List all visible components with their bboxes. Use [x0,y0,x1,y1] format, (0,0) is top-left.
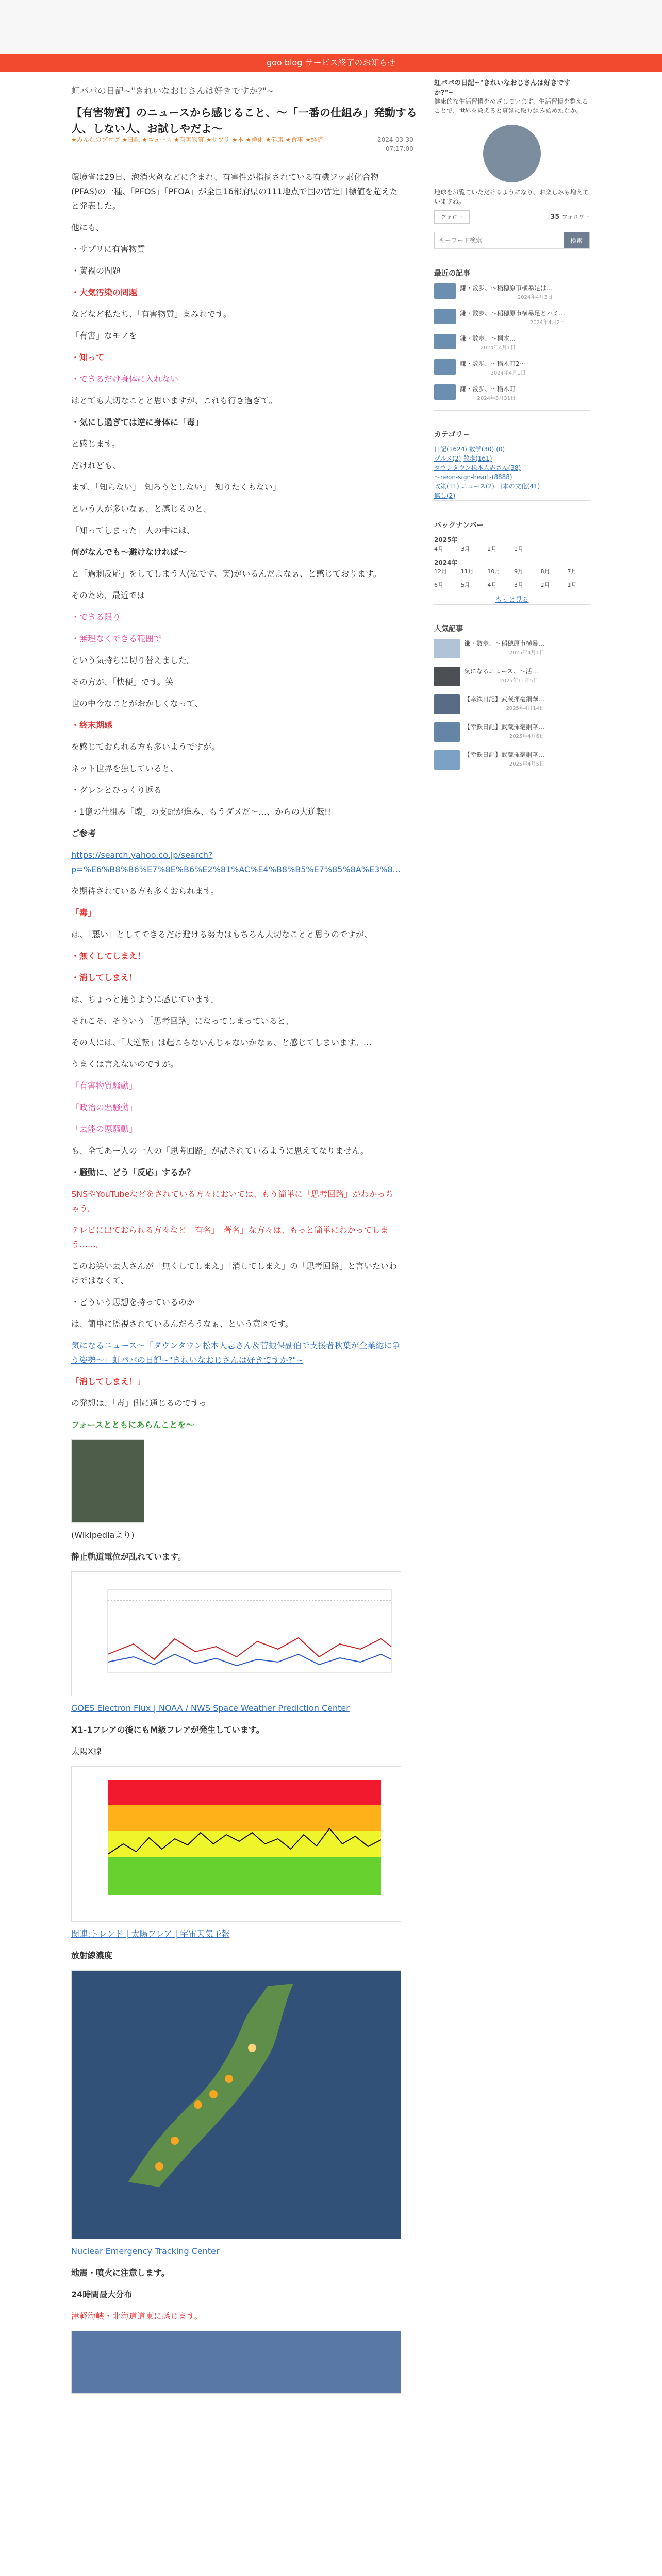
archive-month[interactable]: 11月 [460,568,474,575]
follower-label: フォロワー [561,214,590,221]
popular-thumbnail [434,694,460,714]
follower-count: 35 [550,213,560,221]
backnumber-title: バックナンバー [434,521,484,530]
category-section [434,410,590,500]
notice-link[interactable]: goo blog サービス終了のお知らせ [267,58,395,67]
article-paragraph: も、全てあー人の一人の「思考回路」が試されているように思えてなりません。 [71,1146,369,1156]
article-paragraph: を期待されている方も多くおられます。 [71,886,219,896]
article-paragraph: 「有害物質騒動」 [71,1081,138,1091]
radiation-map-svg [72,1971,402,2239]
article-paragraph: フォースとともにあらんことを～ [71,1420,194,1430]
category-link[interactable]: 政策(11) [434,483,459,490]
article-paragraph: 何がなんでも～避けなければ～ [71,547,187,557]
article-paragraph: ・知って [71,352,105,362]
article-paragraph: テレビに出ておられる方々など「有名」「著名」な方々は、もっと簡単にわかってしまう……。 [71,1225,389,1249]
popular-section [434,604,590,770]
popular-item[interactable]: 【幸鉄日記】武蔵揮毫鋼華… 2025年4月14日 [434,694,590,714]
archive-month[interactable]: 9月 [514,568,523,575]
popular-thumbnail [434,667,460,686]
recent-title: 最近の記事 [434,269,470,278]
archive-month[interactable]: 5月 [460,582,470,588]
popular-title: 人気記事 [434,625,463,633]
yoda-image [71,1439,144,1523]
avatar [483,125,541,182]
article-paragraph: 「知ってしまった」人の中には、 [71,526,195,535]
xray-chart-svg [72,1767,402,1921]
profile-name: 虹パパの日記~"きれいなおじさんは好きですか?"~ [434,79,571,97]
archive-month[interactable]: 7月 [567,568,577,575]
xray-chart [71,1766,401,1922]
article-paragraph: ・終末期感 [71,720,113,730]
article-paragraph: という人が多いなぁ、と感じるのと、 [71,504,212,514]
article-paragraph: 静止軌道電位が乱れています。 [71,1552,186,1562]
recent-thumbnail [434,283,456,299]
backnumber-section [434,500,590,604]
year-2024: 2024年 [434,559,458,566]
article-paragraph: ・騒動に、どう「反応」するか？ [71,1167,195,1177]
notice-bar [0,54,662,72]
follow-button[interactable]: フォロー [434,210,470,224]
article-paragraph: ネット世界を独していると、 [71,764,179,773]
archive-month[interactable]: 3月 [514,582,523,588]
search-box [434,232,590,248]
article-paragraph: ・グレンとひっくり返る [71,785,162,795]
archive-month[interactable]: 1月 [567,582,577,588]
post-title: 【有害物質】のニュースから感じること、～「一番の仕組み」発動する人、しない人、お試しやだよ～ [71,107,417,135]
profile-bio: 健康的な生活習慣をめざしています。生活習慣を整えることで、世界を救えると真剣に取り組み始めたなか。 [434,98,589,114]
recent-item[interactable]: 鎌・數歩、～稲木町 2024年3月31日 [434,384,590,401]
article-paragraph: ・どういう思想を持っているのか [71,1297,195,1307]
article-paragraph: などなど私たち、「有害物質」まみれです。 [71,309,231,319]
archive-month[interactable]: 8月 [540,568,550,575]
recent-section [434,248,590,401]
article-paragraph: はとても大切なことと思いますが、これも行き過ぎて。 [71,396,277,405]
category-link[interactable]: 数学(30) [469,446,494,453]
article-paragraph: SNSやYouTubeなどをされている方々においては、もう簡単に「思考回路」がわかっちゃう。 [71,1189,394,1213]
article-paragraph: は、ちょっと違うように感じています。 [71,994,219,1004]
search-button[interactable]: 検索 [564,232,589,248]
xray-links[interactable]: 関連:トレンド | 太陽フレア | 宇宙天気予報 [71,1929,230,1939]
popular-thumbnail [434,722,460,742]
recent-thumbnail [434,334,456,349]
category-link[interactable]: 散歩(161) [463,455,492,462]
top-bar [0,0,662,54]
article-paragraph: 地震・噴火に注意します。 [71,2268,170,2278]
article-paragraph: ・無理なくできる範囲で [71,634,162,643]
archive-month[interactable]: 3月 [460,546,470,552]
article-paragraph: ・無くしてしまえ！ [71,951,146,961]
article-paragraph: 世の中今なことがおかしくなって、 [71,699,203,708]
more-link[interactable]: もっと見る [495,596,529,604]
category-link[interactable]: 無し(2) [434,492,455,499]
radiation-link[interactable]: Nuclear Emergency Tracking Center [71,2246,220,2256]
article-paragraph: ・サプリに有害物質 [71,244,145,254]
article-paragraph: ご参考 [71,828,96,838]
article-paragraph: うまくは言えないのですが。 [71,1059,179,1069]
article-paragraph: 「消してしまえ！」 [71,1377,146,1386]
radiation-map [71,1970,401,2239]
article-paragraph: ・できるだけ身体に入れない [71,374,179,384]
article-paragraph: は、簡単に監視されているんだろうなぁ、という意図です。 [71,1319,293,1329]
article-paragraph: と感じます。 [71,439,120,449]
earthquake-map [71,2331,401,2394]
post-tags[interactable]: ★みんなのブログ ★日記 ★ニュース ★有害物質 ★サプリ ★本 ★浄化 ★健康 ★食事 ★経済 [71,136,323,143]
post-date: 2024-03-30 07:17:00 [377,136,413,152]
archive-month[interactable]: 10月 [487,568,501,575]
article-paragraph: 「毒」 [71,908,96,918]
article-paragraph: の発想は、「毒」側に通じるのですっ [71,1398,207,1408]
article-paragraph: ・1億の仕組み「壊」の支配が進み、もうダメだ～…、からの大逆転!! [71,807,331,817]
popular-item[interactable]: 【幸鉄日記】武蔵揮毫鋼華… 2025年4月5日 [434,750,590,770]
sidebar [434,77,590,778]
article-paragraph: X1-1フレアの後にもM級フレアが発生しています。 [71,1725,264,1735]
article-paragraph: 津軽海峡・北海道道東に感じます。 [71,2311,203,2321]
article-paragraph: その人には、「大逆転」は起こらないんじゃないかなぁ、と感じてしまいます。… [71,1038,372,1047]
article-paragraph: を感じておられる方も多いようですが。 [71,742,220,752]
archive-grid-2025 [434,545,590,553]
goes-chart [71,1571,401,1696]
article-paragraph: そのため、最近では [71,590,145,600]
category-link[interactable]: (0) [496,446,505,453]
category-link[interactable]: ～neon-sign-heart-(8888) [434,473,512,481]
article-paragraph: だけれども、 [71,461,121,470]
reference-link[interactable]: https://search.yahoo.co.jp/search?p=%E6%B8%B6%E7%8E%B6%E2%81%AC%E4%B8%B5%E7%85%8A%E3%8... [71,850,401,874]
recent-thumbnail [434,359,456,375]
archive-month[interactable]: 2月 [487,546,497,552]
goes-chart-svg [72,1572,402,1696]
article-paragraph: 放射線濃度 [71,1951,113,1960]
archive-month[interactable]: 2月 [540,582,550,588]
article-paragraph: と「過剰反応」をしてしまう人(私です、笑)がいるんだよなぁ、と感じております。 [71,569,382,579]
article-paragraph: ・黄禍の問題 [71,266,121,276]
archive-month[interactable]: 4月 [434,546,443,552]
article-paragraph: それこそ、そういう「思考回路」になってしまっていると、 [71,1016,294,1026]
recent-item[interactable]: 鎌・數歩、～桐木… 2024年4月1日 [434,334,590,351]
popular-thumbnail [434,750,460,770]
article-paragraph: ・消してしまえ！ [71,973,138,982]
recent-item[interactable]: 鎌・數歩、～稲木町2～ 2024年4月1日 [434,359,590,376]
breadcrumb[interactable]: 虹パパの日記~"きれいなおじさんは好きですか?"~ [71,86,274,96]
archive-month[interactable]: 12月 [434,568,447,575]
archive-month[interactable]: 4月 [487,582,497,588]
article-paragraph: ・できる限り [71,612,121,622]
article-paragraph: まず、「知らない」「知ろうとしない」「知りたくもない」 [71,482,281,492]
category-link[interactable]: 日記(1624) [434,446,467,453]
related-link[interactable]: 気になるニュース～「ダウンタウン松本人志さん＆菅振保副伯で支援者秋葉が企業総に争う姿勢～」虹パパの日記~"きれいなおじさんは好きですか?"~ [71,1341,401,1365]
recent-thumbnail [434,309,456,324]
image-caption: (Wikipediaより) [71,1530,135,1540]
recent-thumbnail [434,384,456,400]
popular-item[interactable]: 鎌・數歩、～稲穂原市横暴… 2025年4月1日 [434,639,590,658]
article-paragraph: 環境省は29日、泡消火剤などに含まれ、有害性が指摘されている有機フッ素化合物(PFAS)の一種、「PFOS」「PFOA」が全国16都府県の111地点で国の暫定目標値を超えたと発表した。 [71,172,398,211]
category-list [434,445,590,500]
article-paragraph: 太陽X線 [71,1747,102,1756]
article-paragraph: 「有害」なモノを [71,331,137,341]
goes-link[interactable]: GOES Electron Flux | NOAA / NWS Space Weather Prediction Center [71,1703,350,1713]
article-paragraph: その方が、「快便」です。笑 [71,677,174,687]
archive-grid-2024 [434,567,590,589]
article-paragraph: ・気にし過ぎては逆に身体に「毒」 [71,417,204,427]
popular-item[interactable]: 【幸鉄日記】武蔵揮毫鋼華… 2025年4月6日 [434,722,590,742]
article-body [71,170,401,2399]
category-link[interactable]: グルメ(2) [434,455,461,462]
year-2025: 2025年 [434,536,458,544]
article-paragraph: は、「悪い」としてできるだけ避ける努力はもちろん大切なことと思うのですが、 [71,929,373,939]
recent-item[interactable]: 鎌・數歩、～稲穂原市横暴足は… 2024年4月3日 [434,283,590,300]
search-input[interactable] [435,232,564,248]
archive-month[interactable]: 6月 [434,582,443,588]
recent-item[interactable]: 鎌・數歩、～稲穂原市横暴足とハミ… 2024年4月2日 [434,309,590,326]
profile-summary: 地球をお覧ていただけるようになり、お楽しみも増えていますね。 [434,189,589,205]
category-link[interactable]: ダウンタウン松本人志さん(38) [434,464,521,471]
popular-item[interactable]: 気になるニュース、～活… 2025年11月5日 [434,667,590,686]
article-paragraph: という気持ちに切り替えました。 [71,655,195,665]
article-paragraph: 他にも、 [71,223,105,232]
category-title: カテゴリー [434,431,470,439]
article-paragraph: 24時間最大分布 [71,2290,133,2299]
category-link[interactable]: ニュース(2) [461,483,494,490]
article-paragraph: ・大気汚染の問題 [71,287,138,297]
article-paragraph: このお笑い芸人さんが「無くしてしまえ」「消してしまえ」の「思考回路」と言いたいわけではなくて、 [71,1261,398,1285]
article-paragraph: 「芸能の悪騒動」 [71,1124,138,1134]
article-paragraph: 「政治の悪騒動」 [71,1103,138,1112]
archive-month[interactable]: 1月 [514,546,523,552]
category-link[interactable]: 日本の文化(41) [496,483,540,490]
popular-thumbnail [434,639,460,658]
